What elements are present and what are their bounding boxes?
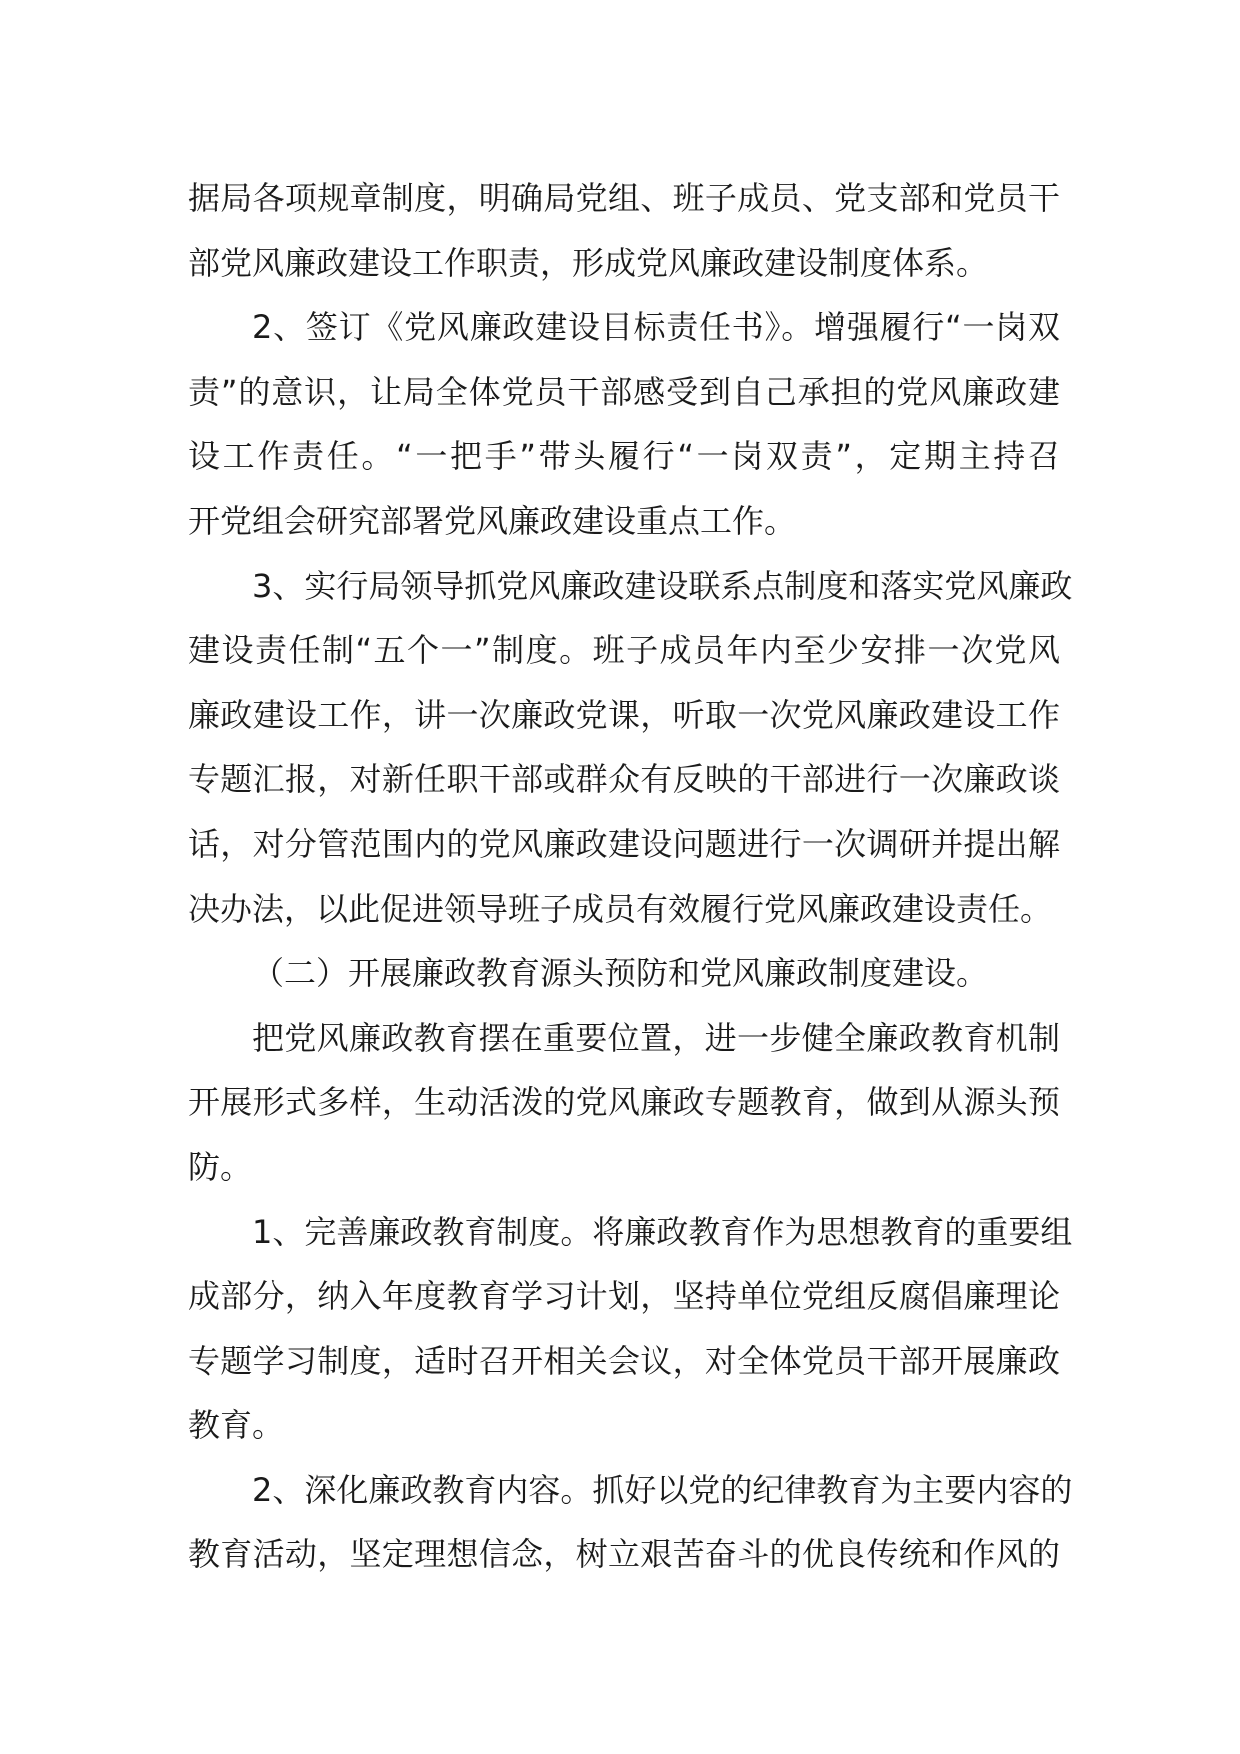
text-line: 2、签订《党风廉政建设目标责任书》。增强履行“一岗双 bbox=[252, 308, 1060, 347]
text-line: 3、实行局领导抓党风廉政建设联系点制度和落实党风廉政 bbox=[252, 566, 1073, 605]
paragraph-5 bbox=[188, 1006, 1060, 1200]
text-line: 把党风廉政教育摆在重要位置，进一步健全廉政教育机制 bbox=[252, 1018, 1060, 1057]
text-line: 据局各项规章制度，明确局党组、班子成员、党支部和党员干 bbox=[188, 179, 1060, 217]
text-line: 1、完善廉政教育制度。将廉政教育作为思想教育的重要组 bbox=[252, 1212, 1073, 1251]
text-line: 2、深化廉政教育内容。抓好以党的纪律教育为主要内容的 bbox=[252, 1470, 1073, 1509]
text-line: 教育活动，坚定理想信念，树立艰苦奋斗的优良传统和作风的 bbox=[188, 1535, 1060, 1574]
paragraph-2 bbox=[188, 295, 1060, 553]
text-line: 廉政建设工作，讲一次廉政党课，听取一次党风廉政建设工作 bbox=[188, 695, 1060, 734]
text-line: 成部分，纳入年度教育学习计划，坚持单位党组反腐倡廉理论 bbox=[188, 1277, 1060, 1316]
text-line: 专题学习制度，适时召开相关会议，对全体党员干部开展廉政 bbox=[188, 1341, 1060, 1380]
text-line: 部党风廉政建设工作职责，形成党风廉政建设制度体系。 bbox=[188, 243, 989, 282]
paragraph-6 bbox=[188, 1200, 1073, 1458]
paragraph-1 bbox=[188, 166, 1060, 295]
text-line: 话，对分管范围内的党风廉政建设问题进行一次调研并提出解 bbox=[188, 824, 1060, 863]
section-heading bbox=[188, 941, 1060, 1006]
document-page bbox=[188, 166, 1073, 1587]
text-line: 开党组会研究部署党风廉政建设重点工作。 bbox=[188, 501, 797, 540]
text-line: 教育。 bbox=[188, 1406, 285, 1445]
paragraph-7 bbox=[188, 1458, 1073, 1587]
text-line: 专题汇报，对新任职干部或群众有反映的干部进行一次廉政谈 bbox=[188, 760, 1060, 799]
text-line: 决办法，以此促进领导班子成员有效履行党风廉政建设责任。 bbox=[188, 889, 1053, 928]
text-line: 责”的意识，让局全体党员干部感受到自己承担的党风廉政建 bbox=[188, 372, 1060, 411]
text-line: 开展形式多样，生动活泼的党风廉政专题教育，做到从源头预 bbox=[188, 1083, 1060, 1122]
text-line: 建设责任制“五个一”制度。班子成员年内至少安排一次党风 bbox=[188, 631, 1060, 670]
text-line: 防。 bbox=[188, 1147, 253, 1186]
text-line: 设工作责任。“一把手”带头履行“一岗双责”，定期主持召 bbox=[188, 437, 1060, 476]
paragraph-3 bbox=[188, 554, 1073, 942]
text-line: （二）开展廉政教育源头预防和党风廉政制度建设。 bbox=[252, 954, 989, 993]
